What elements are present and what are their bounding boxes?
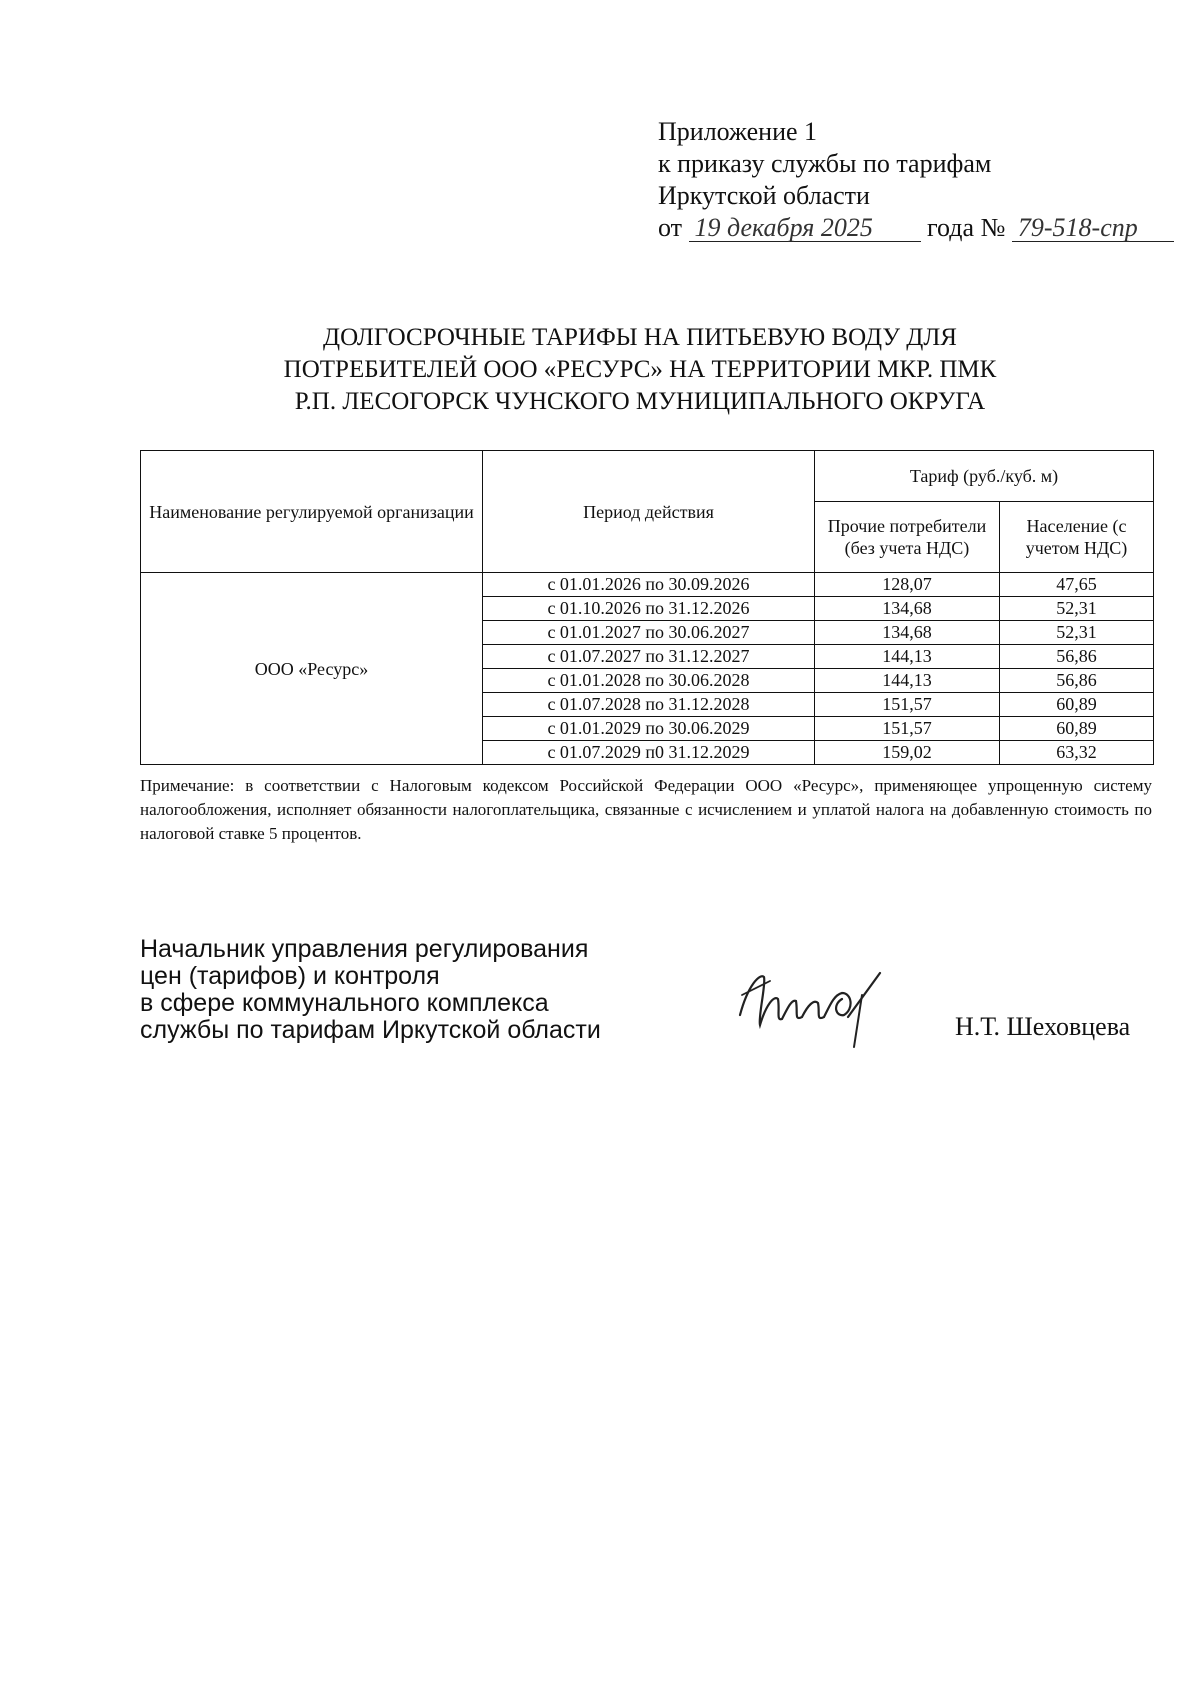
tariff-table: [140, 450, 1154, 765]
population-tariff-cell: 52,31: [1000, 597, 1154, 621]
period-cell: с 01.07.2028 по 31.12.2028: [483, 693, 815, 717]
header-period: Период действия: [483, 451, 815, 573]
period-cell: с 01.01.2027 по 30.06.2027: [483, 621, 815, 645]
population-tariff-cell: 63,32: [1000, 741, 1154, 765]
period-cell: с 01.01.2028 по 30.06.2028: [483, 669, 815, 693]
signer-name: Н.Т. Шеховцева: [955, 1012, 1131, 1041]
title-line-1: ДОЛГОСРОЧНЫЕ ТАРИФЫ НА ПИТЬЕВУЮ ВОДУ ДЛЯ: [323, 324, 957, 351]
others-tariff-cell: 144,13: [815, 669, 1000, 693]
period-cell: с 01.10.2026 по 31.12.2026: [483, 597, 815, 621]
signature-stroke-slash: [848, 973, 880, 1017]
appendix-region: Иркутской области: [658, 181, 870, 210]
handwritten-signature: [730, 955, 930, 1055]
population-tariff-cell: 60,89: [1000, 717, 1154, 741]
population-tariff-cell: 47,65: [1000, 573, 1154, 597]
others-tariff-cell: 128,07: [815, 573, 1000, 597]
others-tariff-cell: 151,57: [815, 717, 1000, 741]
appendix-number: Приложение 1: [658, 117, 818, 146]
period-cell: с 01.01.2029 по 30.06.2029: [483, 717, 815, 741]
handwritten-date: 19 декабря 2025: [689, 215, 921, 242]
population-tariff-cell: 52,31: [1000, 621, 1154, 645]
others-tariff-cell: 144,13: [815, 645, 1000, 669]
tax-note: Примечание: в соответствии с Налоговым кодексом Российской Федерации ООО «Ресурс», применяющее упрощенную систему налогообложения, исполняет обязанности налогоплательщика, связанные с исчислением и уплатой налога на добавленную стоимость по налоговой ставке 5 процентов.: [140, 776, 1152, 843]
appendix-date-line: [658, 212, 1174, 244]
header-tariff: Тариф (руб./куб. м): [815, 451, 1154, 502]
from-word: от: [658, 213, 683, 242]
population-tariff-cell: 56,86: [1000, 645, 1154, 669]
population-tariff-cell: 56,86: [1000, 669, 1154, 693]
title-line-2: ПОТРЕБИТЕЛЕЙ ООО «РЕСУРС» НА ТЕРРИТОРИИ МКР. ПМК: [283, 356, 997, 383]
title-line-3: Р.П. ЛЕСОГОРСК ЧУНСКОГО МУНИЦИПАЛЬНОГО ОКРУГА: [294, 388, 986, 415]
position-line-3: в сфере коммунального комплекса: [140, 989, 549, 1017]
population-tariff-cell: 60,89: [1000, 693, 1154, 717]
table-row: [141, 573, 1154, 597]
others-tariff-cell: 134,68: [815, 621, 1000, 645]
year-word: года №: [927, 213, 1006, 242]
others-tariff-cell: 134,68: [815, 597, 1000, 621]
signature-stroke-top: [742, 981, 770, 995]
document-title: [140, 322, 1140, 418]
header-population: Население (с учетом НДС): [1000, 502, 1154, 573]
position-line-4: службы по тарифам Иркутской области: [140, 1016, 601, 1044]
appendix-order-ref: к приказу службы по тарифам: [658, 149, 992, 178]
period-cell: с 01.01.2026 по 30.09.2026: [483, 573, 815, 597]
handwritten-order-number: 79-518-спр: [1012, 215, 1174, 242]
signatory-position: [140, 936, 601, 1044]
header-other-consumers: Прочие потребители (без учета НДС): [815, 502, 1000, 573]
signature-stroke-main: [740, 976, 851, 1025]
position-line-2: цен (тарифов) и контроля: [140, 962, 440, 990]
appendix-header: [658, 116, 1174, 244]
position-line-1: Начальник управления регулирования: [140, 935, 589, 963]
others-tariff-cell: 159,02: [815, 741, 1000, 765]
organization-cell: ООО «Ресурс»: [141, 573, 483, 765]
period-cell: с 01.07.2027 по 31.12.2027: [483, 645, 815, 669]
header-organization: Наименование регулируемой организации: [141, 451, 483, 573]
others-tariff-cell: 151,57: [815, 693, 1000, 717]
period-cell: с 01.07.2029 п0 31.12.2029: [483, 741, 815, 765]
